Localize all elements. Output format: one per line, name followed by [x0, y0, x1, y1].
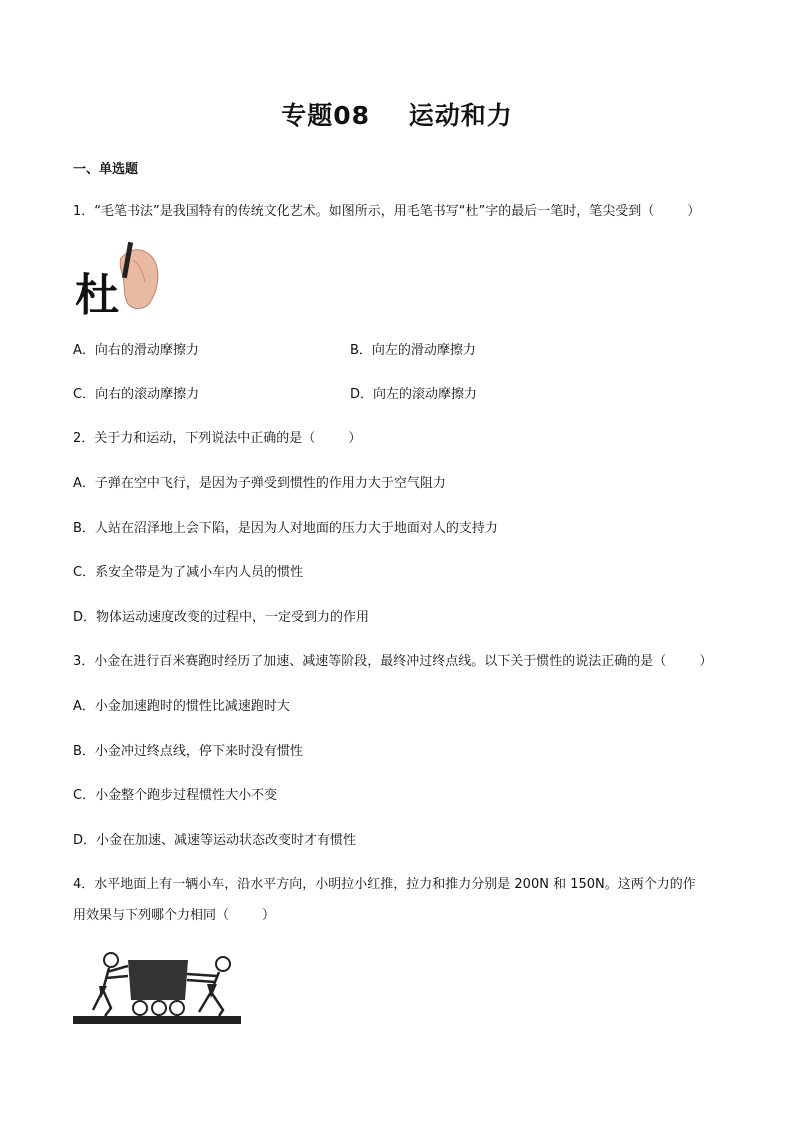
- question-3-option-d: D．小金在加速、减速等运动状态改变时才有惯性: [73, 833, 357, 848]
- right-person-head: [216, 957, 230, 971]
- ground-shape: [73, 1016, 241, 1024]
- section-heading: 一、单选题: [73, 162, 139, 177]
- question-2-stem: 2．关于力和运动，下列说法中正确的是（ ）: [73, 431, 362, 446]
- question-2-option-c: C．系安全带是为了减小车内人员的惯性: [73, 565, 304, 580]
- left-person-head: [104, 953, 118, 967]
- cart-push-pull-figure: [73, 950, 243, 1030]
- question-1-option-b: B．向左的滑动摩擦力: [350, 343, 476, 358]
- character-du: 杜: [75, 270, 119, 318]
- question-4-stem-line-2: 用效果与下列哪个力相同（ ）: [73, 908, 276, 923]
- question-3-option-b: B．小金冲过终点线，停下来时没有惯性: [73, 744, 303, 759]
- question-3-option-c: C．小金整个跑步过程惯性大小不变: [73, 788, 278, 803]
- question-3-option-a: A．小金加速跑时的惯性比减速跑时大: [73, 699, 290, 714]
- question-2-option-a: A．子弹在空中飞行，是因为子弹受到惯性的作用力大于空气阻力: [73, 476, 446, 491]
- question-1-option-a: A．向右的滑动摩擦力: [73, 343, 199, 358]
- cart-shape: [128, 960, 188, 1000]
- question-4-stem-line-1: 4．水平地面上有一辆小车，沿水平方向，小明拉小红推，拉力和推力分别是 200N 和 150N。这两个力的作: [73, 877, 696, 892]
- question-2-option-d: D．物体运动速度改变的过程中，一定受到力的作用: [73, 610, 370, 625]
- question-2-option-b: B．人站在沼泽地上会下陷，是因为人对地面的压力大于地面对人的支持力: [73, 521, 498, 536]
- calligraphy-brush-figure: [73, 238, 163, 318]
- question-1-option-d: D．向左的滚动摩擦力: [350, 387, 478, 402]
- page-title: 专题08 运动和力: [281, 101, 513, 130]
- question-1-stem: 1．“毛笔书法”是我国特有的传统文化艺术。如图所示，用毛笔书写“杜”字的最后一笔时，笔尖受到（ ）: [73, 204, 701, 219]
- question-1-option-c: C．向右的滚动摩擦力: [73, 387, 200, 402]
- question-3-stem: 3．小金在进行百米赛跑时经历了加速、减速等阶段，最终冲过终点线。以下关于惯性的说法正确的是（ ）: [73, 654, 713, 669]
